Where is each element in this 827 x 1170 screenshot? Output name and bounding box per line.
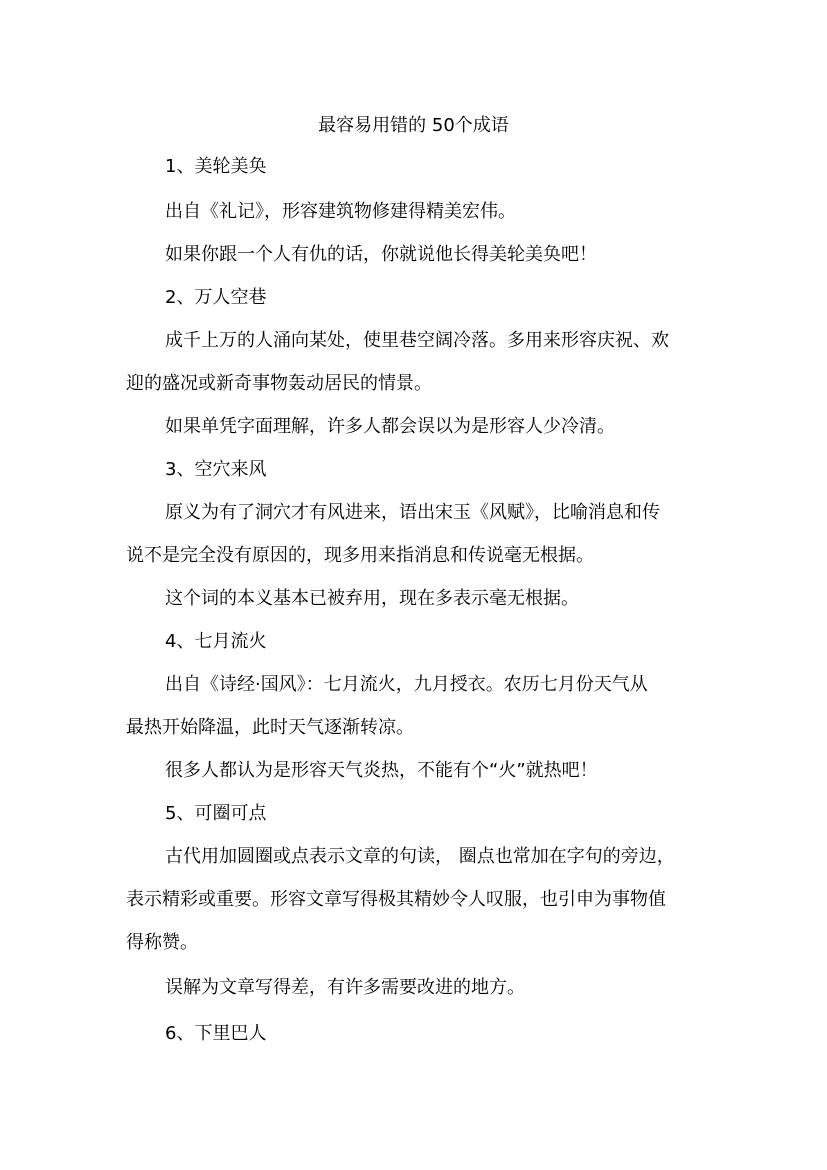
document-title: 最容易用错的 50个成语 bbox=[318, 115, 509, 136]
idiom-heading-1: 1、美轮美奂 bbox=[165, 156, 267, 177]
paragraph-line: 误解为文章写得差，有许多需要改进的地方。 bbox=[165, 977, 525, 998]
idiom-heading-6: 6、下里巴人 bbox=[165, 1023, 267, 1044]
paragraph-line: 古代用加圆圈或点表示文章的句读， 圈点也常加在字句的旁边， bbox=[165, 846, 675, 867]
paragraph-line: 得称赞。 bbox=[126, 932, 198, 953]
paragraph-line: 很多人都认为是形容天气炎热，不能有个“火”就热吧！ bbox=[165, 760, 598, 781]
paragraph-line: 这个词的本义基本已被弃用，现在多表示毫无根据。 bbox=[165, 588, 579, 609]
paragraph-line: 最热开始降温，此时天气逐渐转凉。 bbox=[126, 717, 414, 738]
paragraph-line: 原义为有了洞穴才有风进来，语出宋玉《风赋》，比喻消息和传 bbox=[165, 502, 660, 523]
idiom-heading-5: 5、可圈可点 bbox=[165, 803, 267, 824]
idiom-heading-2: 2、万人空巷 bbox=[165, 287, 267, 308]
paragraph-line: 如果单凭字面理解，许多人都会误以为是形容人少冷清。 bbox=[165, 416, 615, 437]
paragraph-line: 出自《礼记》，形容建筑物修建得精美宏伟。 bbox=[165, 201, 516, 222]
paragraph-line: 出自《诗经·国风》：七月流火，九月授衣。农历七月份天气从 bbox=[165, 674, 648, 695]
paragraph-line: 如果你跟一个人有仇的话，你就说他长得美轮美奂吧！ bbox=[165, 244, 597, 265]
paragraph-line: 成千上万的人涌向某处，使里巷空阔冷落。多用来形容庆祝、欢 bbox=[165, 330, 669, 351]
paragraph-line: 迎的盛况或新奇事物轰动居民的情景。 bbox=[126, 373, 432, 394]
idiom-heading-4: 4、七月流火 bbox=[165, 631, 267, 652]
idiom-heading-3: 3、空穴来风 bbox=[165, 459, 267, 480]
paragraph-line: 说不是完全没有原因的，现多用来指消息和传说毫无根据。 bbox=[126, 545, 594, 566]
paragraph-line: 表示精彩或重要。形容文章写得极其精妙令人叹服，也引申为事物值 bbox=[126, 889, 666, 910]
